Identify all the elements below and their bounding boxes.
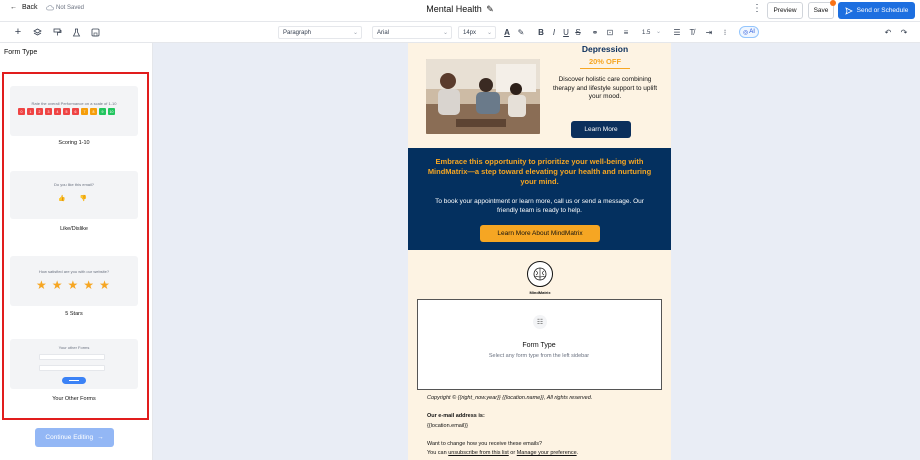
cta-banner[interactable] (408, 148, 671, 250)
save-button[interactable]: Save (808, 2, 834, 19)
thumbs-group (58, 195, 87, 202)
depression-section[interactable] (408, 43, 671, 148)
highlight-icon[interactable]: ✎ (517, 27, 525, 37)
star-icon: ★ (36, 278, 47, 292)
discount-text: 20% OFF (580, 57, 630, 69)
add-icon[interactable]: + (14, 26, 22, 38)
form-option-like-dislike[interactable] (10, 171, 138, 219)
text-color-icon[interactable]: A (504, 27, 510, 37)
change-text: Want to change how you receive these emails? (427, 441, 543, 447)
star-icon: ★ (83, 278, 95, 292)
form-question: Rate the overall Performance on a scale of 1-10 (31, 101, 117, 106)
form-option-stars[interactable] (10, 256, 138, 306)
font-size-select[interactable]: 14px ⌄ (458, 26, 496, 39)
code-icon[interactable]: ⇥ (705, 27, 713, 37)
banner-text: To book your appointment or learn more, call us or send a message. Our friendly team is ready to help. (435, 198, 644, 214)
rating-7: 7 (81, 108, 88, 115)
form-placeholder-block[interactable] (417, 299, 662, 390)
more-options-icon[interactable]: ⋮ (752, 3, 762, 14)
therapy-session-image[interactable] (426, 59, 540, 134)
unsubscribe-line: You can unsubscribe from this list or Manage your preference. (427, 450, 579, 456)
logo-text: MindMatrix (529, 290, 551, 295)
manage-preference-link[interactable]: Manage your preference (516, 450, 577, 456)
block-type-select[interactable]: Paragraph ⌄ (278, 26, 362, 39)
notification-dot (830, 0, 836, 6)
form-block-title: Form Type (522, 342, 556, 349)
star-icon: ★ (51, 278, 63, 292)
form-question: Your other Forms (58, 345, 90, 350)
learn-more-mindmatrix-button[interactable]: Learn More About MindMatrix (480, 225, 600, 242)
star-icon: ★ (99, 278, 110, 292)
rating-6: 6 (72, 108, 79, 115)
rating-9: 9 (99, 108, 106, 115)
flask-icon[interactable] (71, 27, 81, 37)
save-status: Not Saved (46, 5, 84, 11)
line-height-select[interactable]: 1.5 ⌄ (642, 29, 661, 36)
editor-toolbar (0, 22, 920, 43)
cloud-off-icon (46, 5, 54, 11)
placeholder-button (62, 377, 86, 384)
italic-icon[interactable]: I (552, 27, 556, 37)
ai-icon: ◎ (743, 29, 749, 36)
form-option-scoring[interactable] (10, 86, 138, 136)
edit-pencil-icon[interactable]: ✎ (486, 4, 494, 14)
form-question: How satisfied are you with our website? (38, 269, 110, 274)
clear-format-icon[interactable]: T̸ (689, 27, 695, 37)
preview-button[interactable]: Preview (767, 2, 803, 19)
rating-4: 4 (54, 108, 61, 115)
editor-canvas (153, 43, 920, 460)
form-option-caption: Scoring 1-10 (58, 140, 90, 146)
email-label: Our e-mail address is: (427, 413, 485, 419)
copyright-text: Copyright © {{right_now.year}} {{location.name}}, All rights reserved. (427, 395, 593, 401)
rating-0: 0 (18, 108, 25, 115)
learn-more-button[interactable]: Learn More (571, 121, 631, 138)
list-indent-icon[interactable]: ⁝ (723, 27, 727, 37)
chevron-down-icon: ⌄ (655, 29, 661, 35)
continue-editing-button[interactable]: Continue Editing → (35, 428, 114, 447)
align-icon[interactable]: ≡ (623, 27, 629, 37)
arrow-left-icon: ← (10, 4, 17, 11)
send-or-schedule-button[interactable]: Send or Schedule (838, 2, 915, 19)
rating-5: 5 (63, 108, 70, 115)
star-icon: ★ (67, 278, 79, 292)
form-option-other[interactable] (10, 339, 138, 389)
placeholder-input (39, 354, 105, 360)
chevron-down-icon: ⌄ (352, 30, 358, 36)
arrow-right-icon: → (97, 434, 104, 441)
form-icon: ☷ (533, 315, 547, 329)
rating-10: 10 (109, 109, 114, 114)
bold-icon[interactable]: B (538, 27, 544, 37)
undo-icon[interactable]: ↶ (884, 27, 892, 37)
font-family-select[interactable]: Arial ⌄ (372, 26, 452, 39)
back-button[interactable] (10, 4, 38, 11)
rating-8: 8 (90, 108, 97, 115)
thumbs-down-icon: 👎 (79, 196, 87, 202)
thumbs-up-icon: 👍 (58, 196, 66, 202)
page-title[interactable]: Mental Health (426, 4, 482, 14)
section-text: Discover holistic care combining therapy and lifestyle support to uplift your mood. (552, 76, 658, 100)
email-body (408, 43, 671, 460)
banner-heading: Embrace this opportunity to prioritize your well-being with MindMatrix—a step toward elevating your health and nurturing your mind. (427, 157, 652, 186)
rating-scale (18, 108, 115, 115)
back-label: Back (22, 4, 38, 11)
form-question: Do you like this email? (53, 182, 95, 187)
form-option-caption: 5 Stars (65, 311, 83, 317)
form-type-sidebar (0, 43, 153, 460)
bullet-list-icon[interactable]: ☰ (673, 27, 681, 37)
email-value: {{location.email}} (427, 423, 468, 429)
top-bar (0, 0, 920, 22)
form-option-caption: Your Other Forms (52, 396, 96, 402)
redo-icon[interactable]: ↷ (900, 27, 908, 37)
send-icon (845, 7, 853, 15)
form-block-subtitle: Select any form type from the left sidebar (488, 353, 590, 359)
section-title: Depression (581, 44, 629, 54)
placeholder-input (39, 365, 105, 371)
save-disk-icon[interactable] (90, 27, 100, 37)
ai-button[interactable]: ◎ AI (739, 26, 759, 38)
chevron-down-icon: ⌄ (442, 30, 448, 36)
rating-2: 2 (36, 108, 43, 115)
strikethrough-icon[interactable]: S (575, 27, 581, 37)
chevron-down-icon: ⌄ (486, 30, 492, 36)
unsubscribe-link[interactable]: unsubscribe from this list (448, 450, 509, 456)
stars-row (36, 278, 110, 292)
sidebar-title: Form Type (4, 49, 38, 56)
layers-icon[interactable] (32, 27, 42, 37)
rating-3: 3 (45, 108, 52, 115)
paint-roller-icon[interactable] (52, 27, 62, 37)
link-icon[interactable]: ⚭ (591, 27, 599, 37)
brain-logo-icon[interactable] (527, 261, 553, 287)
rating-1: 1 (27, 108, 34, 115)
merge-field-icon[interactable]: ⊡ (606, 27, 614, 37)
underline-icon[interactable]: U (563, 27, 569, 37)
form-option-caption: Like/Dislike (60, 226, 88, 232)
